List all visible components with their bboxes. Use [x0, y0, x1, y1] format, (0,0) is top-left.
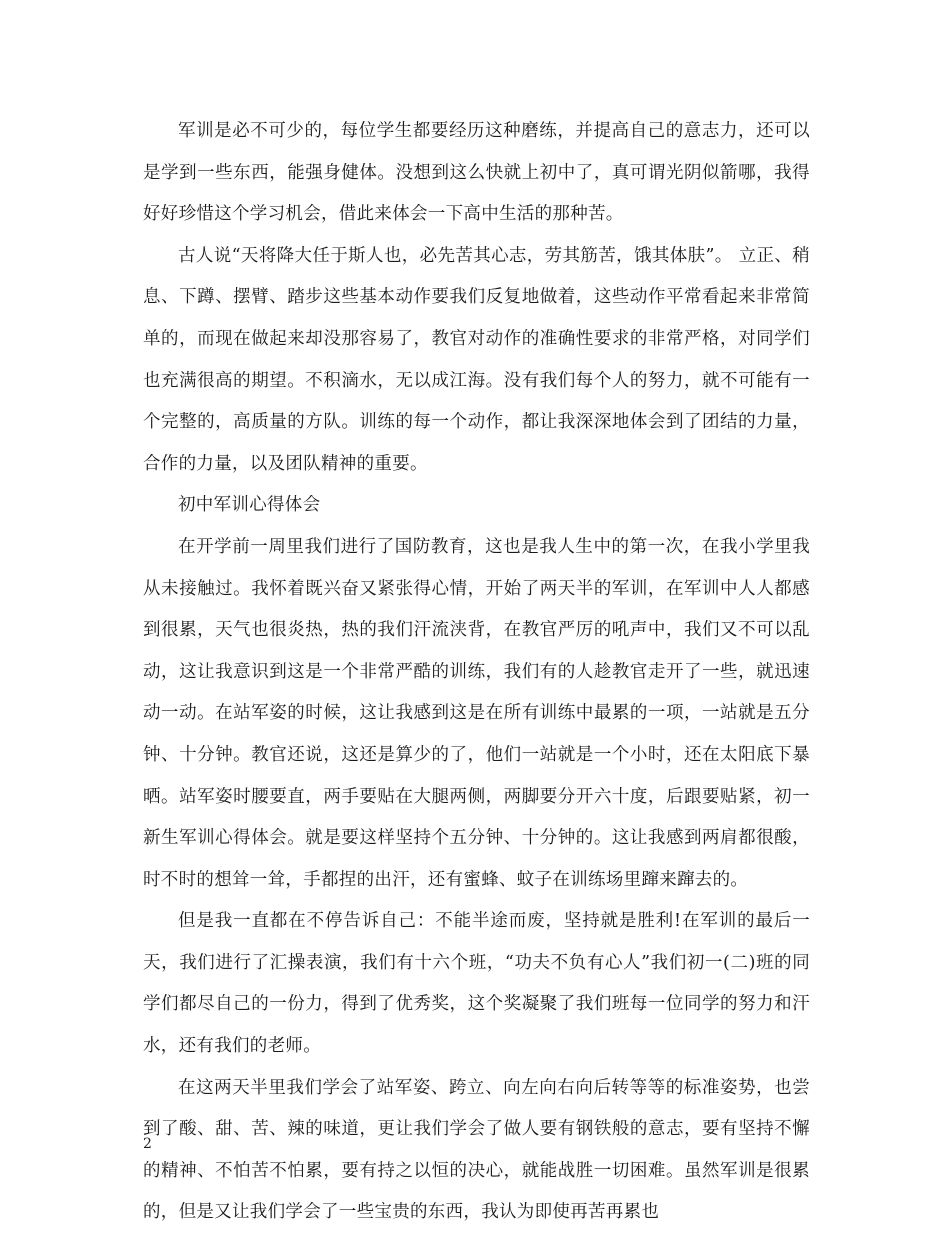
- section-heading: 初中军训心得体会: [178, 495, 321, 516]
- paragraph-national-defense-education: 在开学前一周里我们进行了国防教育，这也是我人生中的第一次，在我小学里我从未接触过。我怀着既兴奋又紧张得心情，开始了两天半的军训，在军训中人人都感到很累，天气也很炎热，热的我们汗流浃背，在教官严厉的吼声中，我们又不可以乱动，这让我意识到这是一个非常严酷的训练，我们有的人趁教官走开了一些，就迅速动一动。在站军姿的时候，这让我感到这是在所有训练中最累的一项，一站就是五分钟、十分钟。教官还说，这还是算少的了，他们一站就是一个小时，还在太阳底下暴晒。站军姿时腰要直，两手要贴在大腿两侧，两脚要分开六十度，后跟要贴紧，初一新生军训心得体会。就是要这样坚持个五分钟、十分钟的。这让我感到两肩都很酸，时不时的想耸一耸，手都捏的出汗，还有蜜蜂、蚊子在训练场里蹿来蹿去的。: [143, 536, 810, 890]
- paragraph-perseverance: 但是我一直都在不停告诉自己：不能半途而废，坚持就是胜利!在军训的最后一天，我们进行了汇操表演，我们有十六个班，“功夫不负有心人”我们初一(二)班的同学们都尽自己的一份力，得到了优秀奖，这个奖凝聚了我们班每一位同学的努力和汗水，还有我们的老师。: [143, 911, 810, 1057]
- paragraph-military-training-intro: 军训是必不可少的，每位学生都要经历这种磨练，并提高自己的意志力，还可以是学到一些东西，能强身健体。没想到这么快就上初中了，真可谓光阴似箭哪，我得好好珍惜这个学习机会，借此来体会一下高中生活的那种苦。: [143, 121, 810, 225]
- paragraph-lessons-learned: 在这两天半里我们学会了站军姿、跨立、向左向右向后转等等的标准姿势，也尝到了酸、甜、苦、辣的味道，更让我们学会了做人要有钢铁般的意志，要有坚持不懈的精神、不怕苦不怕累，要有持之以恒的决心，就能战胜一切困难。虽然军训是很累的，但是又让我们学会了一些宝贵的东西，我认为即使再苦再累也: [143, 1077, 810, 1223]
- paragraph-ancient-saying: 古人说“天将降大任于斯人也，必先苦其心志，劳其筋苦，饿其体肤”。 立正、稍息、下蹲、摆臂、踏步这些基本动作要我们反复地做着，这些动作平常看起来非常简单的，而现在做起来却没那容易了，教官对动作的准确性要求的非常严格，对同学们也充满很高的期望。不积滴水，无以成江海。没有我们每个人的努力，就不可能有一个完整的，高质量的方队。训练的每一个动作，都让我深深地体会到了团结的力量，合作的力量，以及团队精神的重要。: [143, 245, 810, 474]
- page-number: 2: [143, 1136, 152, 1152]
- document-body: [143, 111, 810, 1234]
